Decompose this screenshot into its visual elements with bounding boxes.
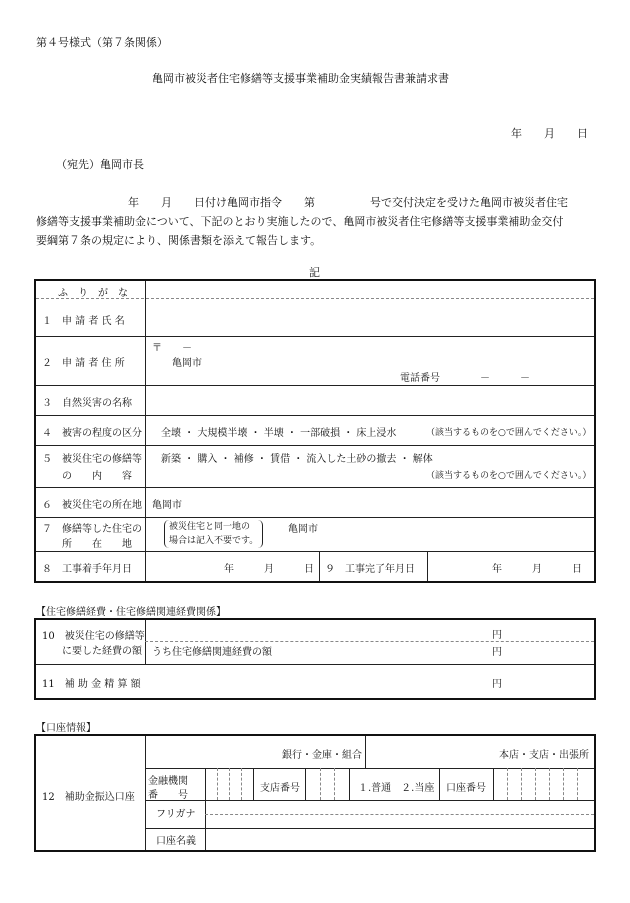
- repaired-house-location-label-2: 所 在 地: [42, 539, 132, 550]
- account-holder-field[interactable]: [208, 818, 588, 846]
- expenses-table: [34, 618, 596, 700]
- body-line-1: 年 月 日付け亀岡市指令 第 号で交付決定を受けた亀岡市被災者住宅: [128, 196, 568, 209]
- account-label: 12 補助金振込口座: [42, 792, 135, 803]
- related-cost-label: うち住宅修繕関連経費の額: [152, 647, 272, 658]
- phone-number[interactable]: 電話番号 － －: [400, 373, 530, 384]
- institution-number-label-1: 金融機関: [148, 776, 188, 787]
- settlement-yen: 円: [492, 679, 502, 690]
- applicant-name-label: １ 申 請 者 氏 名: [42, 316, 125, 327]
- account-number-label: 口座番号: [446, 783, 486, 794]
- repair-cost-label-1: 10 被災住宅の修繕等: [42, 631, 145, 642]
- section-expenses-title: 【住宅修繕経費・住宅修繕関連経費関係】: [36, 607, 226, 618]
- body-line-2: 修繕等支援事業補助金について、下記のとおり実施したので、亀岡市被災者住宅修繕等支援事業補助金交付: [36, 215, 564, 228]
- account-type-options[interactable]: １.普通 ２.当座: [358, 783, 435, 794]
- damaged-house-location-value[interactable]: 亀岡市: [152, 500, 182, 511]
- bank-type-options[interactable]: 銀行・金庫・組合: [282, 750, 362, 761]
- damage-level-label: ４ 被害の程度の区分: [42, 428, 142, 439]
- date-line: 年 月 日: [511, 127, 588, 140]
- repaired-house-note: 被災住宅と同一地の 場合は記入不要です。: [164, 520, 263, 548]
- main-table: [34, 279, 596, 583]
- addressee: （宛先）亀岡市長: [56, 158, 144, 171]
- applicant-address-label: ２ 申 請 者 住 所: [42, 358, 125, 369]
- branch-type-options[interactable]: 本店・支店・出張所: [499, 750, 589, 761]
- repaired-house-location-value[interactable]: 亀岡市: [288, 524, 318, 535]
- start-date-value[interactable]: 年 月 日: [224, 564, 314, 575]
- account-furigana-label: フリガナ: [156, 809, 196, 820]
- end-date-value[interactable]: 年 月 日: [492, 564, 582, 575]
- settlement-label: 11 補 助 金 精 算 額: [42, 679, 141, 690]
- institution-number-label-2: 番 号: [148, 790, 188, 801]
- section-account-title: 【口座情報】: [36, 723, 96, 734]
- repaired-house-location-label-1: ７ 修繕等した住宅の: [42, 524, 142, 535]
- postal-code[interactable]: 〒 －: [152, 343, 192, 354]
- account-table: [34, 734, 596, 852]
- damage-level-note: （該当するものを○で囲んでください。）: [426, 428, 592, 438]
- ki-heading: 記: [309, 266, 320, 279]
- repair-cost-label-2: に要した経費の額: [42, 646, 142, 657]
- account-furigana-field[interactable]: [208, 803, 588, 813]
- damaged-house-location-label: ６ 被災住宅の所在地: [42, 500, 142, 511]
- form-title: 亀岡市被災者住宅修繕等支援事業補助金実績報告書兼請求書: [152, 72, 449, 85]
- repair-cost-yen: 円: [492, 630, 502, 641]
- end-date-label: ９ 工事完了年月日: [325, 564, 415, 575]
- repair-content-options[interactable]: 新築 ・ 購入 ・ 補修 ・ 賃借 ・ 流入した土砂の撤去 ・ 解体: [161, 454, 433, 465]
- related-cost-yen: 円: [492, 647, 502, 658]
- disaster-name-field[interactable]: [148, 388, 588, 413]
- branch-number-label: 支店番号: [260, 783, 300, 794]
- account-holder-label: 口座名義: [156, 836, 196, 847]
- furigana-field[interactable]: [148, 284, 588, 296]
- body-line-3: 要綱第７条の規定により、関係書類を添えて報告します。: [36, 234, 322, 247]
- address-city: 亀岡市: [172, 358, 202, 369]
- applicant-name-field[interactable]: [148, 301, 588, 333]
- furigana-label: ふ り が な: [58, 288, 128, 299]
- damage-level-options[interactable]: 全壊 ・ 大規模半壊 ・ 半壊 ・ 一部破損 ・ 床上浸水: [161, 428, 397, 439]
- repair-content-label-1: ５ 被災住宅の修繕等: [42, 454, 142, 465]
- repair-content-note: （該当するものを○で囲んでください。）: [426, 471, 592, 481]
- repair-content-label-2: の 内 容: [42, 471, 132, 482]
- form-number: 第４号様式（第７条関係）: [36, 36, 168, 49]
- start-date-label: ８ 工事着手年月日: [42, 564, 132, 575]
- disaster-name-label: ３ 自然災害の名称: [42, 398, 132, 409]
